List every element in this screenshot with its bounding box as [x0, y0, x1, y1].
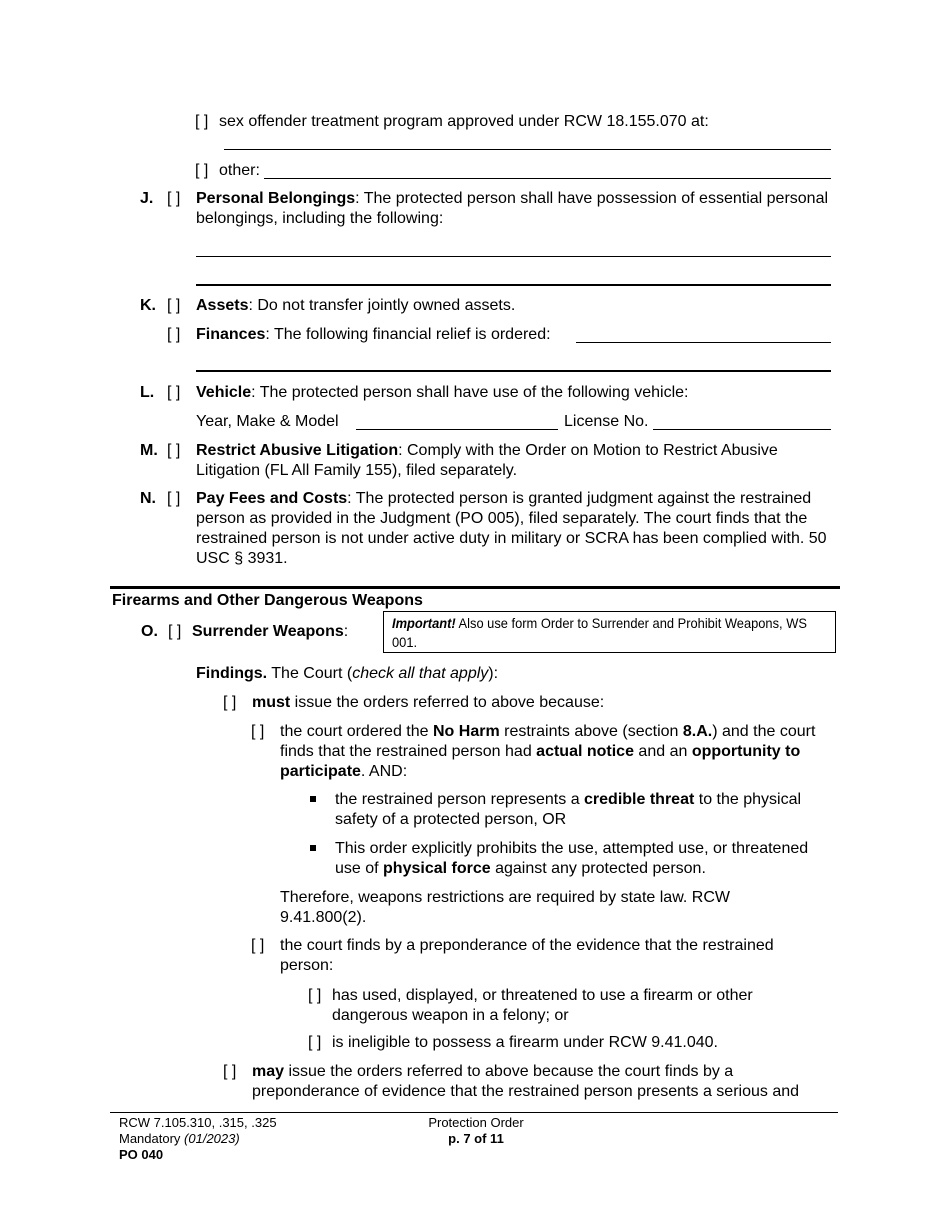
ineligible-text: is ineligible to possess a firearm under RCW 9.41.040. — [332, 1034, 718, 1051]
vehicle-text: Vehicle: The protected person shall have use of the following vehicle: — [196, 384, 689, 401]
checkbox-must[interactable]: [ ] — [223, 694, 237, 711]
item-letter-o: O. — [141, 623, 158, 640]
footer-center — [424, 1115, 528, 1147]
license-no-label: License No. — [564, 413, 649, 430]
important-text: Also use form Order to Surrender and Prohibit Weapons, WS 001. — [392, 615, 807, 650]
checkbox-j[interactable]: [ ] — [167, 190, 181, 207]
item-letter-k: K. — [140, 297, 156, 314]
checkbox-k[interactable]: [ ] — [167, 297, 181, 314]
other-label: other: — [219, 162, 260, 179]
findings-heading: Findings. The Court (check all that apply): — [196, 665, 499, 682]
item-letter-n: N. — [140, 490, 156, 507]
footer-title: Protection Order — [428, 1115, 524, 1130]
checkbox-felony[interactable]: [ ] — [308, 987, 322, 1004]
item-letter-j: J. — [140, 190, 154, 207]
felony-text: has used, displayed, or threatened to use a firearm or other dangerous weapon in a felony; or — [332, 987, 753, 1024]
item-letter-l: L. — [140, 384, 155, 401]
bullet-icon — [310, 845, 316, 851]
no-harm-text: the court ordered the No Harm restraints above (section 8.A.) and the court finds that the restrained person had actual notice and an opportunity to participate. AND: — [280, 723, 816, 780]
therefore-text: Therefore, weapons restrictions are required by state law. RCW 9.41.800(2). — [280, 889, 730, 926]
year-make-model-line[interactable] — [356, 429, 558, 430]
finances-text: Finances: The following financial relief is ordered: — [196, 326, 551, 343]
footer-mandatory: Mandatory (01/2023) — [119, 1131, 240, 1146]
assets-text: Assets: Do not transfer jointly owned assets. — [196, 297, 516, 314]
footer-left — [119, 1115, 277, 1163]
important-label: Important! — [392, 615, 456, 631]
may-text: may issue the orders referred to above because the court finds by a preponderance of evidence that the restrained person presents a serious and — [252, 1063, 800, 1100]
checkbox[interactable]: [ ] — [195, 162, 209, 179]
section-title: Firearms and Other Dangerous Weapons — [112, 592, 423, 609]
sex-offender-program-text: sex offender treatment program approved under RCW 18.155.070 at: — [219, 113, 709, 130]
checkbox-finances[interactable]: [ ] — [167, 326, 181, 343]
important-note-box — [383, 611, 836, 653]
belongings-line-2[interactable] — [196, 284, 831, 286]
physical-force-text: This order explicitly prohibits the use, attempted use, or threatened use of physical force against any protected person. — [335, 840, 809, 877]
checkbox-m[interactable]: [ ] — [167, 442, 181, 459]
footer-rule — [110, 1112, 838, 1113]
other-blank-line[interactable] — [264, 178, 831, 179]
surrender-weapons-label: Surrender Weapons: — [192, 623, 349, 640]
checkbox-no-harm[interactable]: [ ] — [251, 723, 265, 740]
footer-page: p. 7 of 11 — [448, 1131, 504, 1146]
personal-belongings-text: Personal Belongings: The protected person shall have possession of essential personal belongings, including the following: — [196, 190, 829, 227]
must-text: must issue the orders referred to above because: — [252, 694, 605, 711]
finances-blank-line[interactable] — [576, 342, 831, 343]
preponderance-text: the court finds by a preponderance of the evidence that the restrained person: — [280, 937, 774, 974]
restrict-litigation-text: Restrict Abusive Litigation: Comply with the Order on Motion to Restrict Abusive Litigation (FL All Family 155), filed separately. — [196, 442, 778, 479]
checkbox-ineligible[interactable]: [ ] — [308, 1034, 322, 1051]
belongings-line-1[interactable] — [196, 256, 831, 257]
section-divider — [110, 586, 840, 589]
bullet-icon — [310, 796, 316, 802]
program-blank-line[interactable] — [224, 149, 831, 150]
pay-fees-text: Pay Fees and Costs: The protected person is granted judgment against the restrained person as provided in the Judgment (PO 005), filed separately. The court finds that the restrained person is not under active duty in military or SCRA has been complied with. 50 USC § 3931. — [196, 490, 827, 567]
footer-form-number: PO 040 — [119, 1147, 164, 1162]
finances-line-2[interactable] — [196, 370, 831, 372]
checkbox-preponderance[interactable]: [ ] — [251, 937, 265, 954]
checkbox-n[interactable]: [ ] — [167, 490, 181, 507]
checkbox-may[interactable]: [ ] — [223, 1063, 237, 1080]
checkbox-l[interactable]: [ ] — [167, 384, 181, 401]
checkbox-o[interactable]: [ ] — [168, 623, 182, 640]
license-no-line[interactable] — [653, 429, 831, 430]
checkbox[interactable]: [ ] — [195, 113, 209, 130]
footer-rcw: RCW 7.105.310, .315, .325 — [119, 1115, 277, 1130]
item-letter-m: M. — [140, 442, 158, 459]
year-make-model-label: Year, Make & Model — [196, 413, 339, 430]
credible-threat-text: the restrained person represents a credible threat to the physical safety of a protected person, OR — [335, 791, 802, 828]
